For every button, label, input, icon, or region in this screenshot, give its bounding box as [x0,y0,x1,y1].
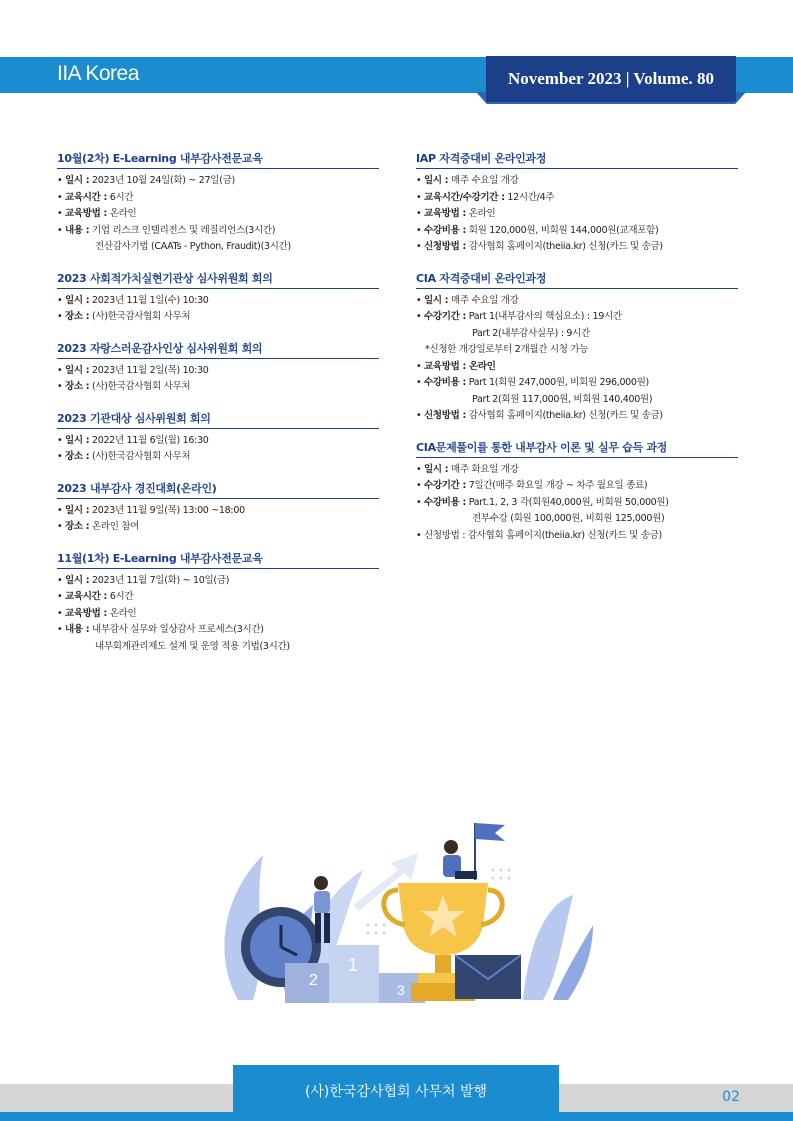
section-title: 2023 내부감사 경진대회(온라인) [57,480,379,499]
section-cia-practice [416,439,738,545]
list-item: • 일시 : 2023년 11월 7일(화) ~ 10일(금) [57,574,230,586]
podium-3-label: 3 [397,982,405,998]
list-item: • 장소 : 온라인 참여 [57,521,140,532]
podium-1-label: 1 [348,955,359,975]
section-iap [416,150,738,256]
list-item: • 수강기간 : Part 1(내부감사의 핵심요소) : 19시간 [416,311,622,322]
list-item: • 장소 : (사)한국감사협회 사무처 [57,381,191,392]
section-title: 2023 사회적가치실현기관상 심사위원회 회의 [57,270,379,289]
list-item: • 내용 : 기업 리스크 인텔리전스 및 레질리언스(3시간) [57,224,276,236]
section-title: 10월(2차) E-Learning 내부감사전문교육 [57,150,379,169]
section-elearning-nov [57,550,379,656]
list-item-continuation: Part 2(내부감사실무) : 9시간 [472,327,590,339]
list-item: • 일시 : 2022년 11월 6일(월) 16:30 [57,434,209,446]
list-item: • 일시 : 매주 화요일 개강 [416,463,519,475]
list-item-continuation: 전부수강 (회원 100,000원, 비회원 125,000원) [472,513,665,524]
right-column [416,150,738,558]
person-walking-head [314,876,328,890]
list-item: • 신청방법 : 감사협회 홈페이지(theiia.kr) 신청(카드 및 송금) [416,241,663,252]
podium-2-label: 2 [309,972,318,989]
section-title: CIA 자격증대비 온라인과정 [416,270,738,289]
section-cia [416,270,738,425]
list-item: • 교육방법 : 온라인 [416,360,496,372]
list-item: • 교육시간/수강기간 : 12시간/4주 [416,191,555,203]
publisher-label: (사)한국감사협회 사무처 발행 [304,1084,488,1100]
org-title: IIA Korea [57,62,139,85]
section-contest [57,480,379,536]
list-item: • 내용 : 내부감사 실무와 일상감사 프로세스(3시간) [57,624,264,635]
list-item-continuation: 전산감사기법 (CAATs - Python, Fraudit)(3시간) [95,241,291,252]
section-title: 11월(1차) E-Learning 내부감사전문교육 [57,550,379,569]
list-item: • 일시 : 2023년 10월 24일(화) ~ 27일(금) [57,175,235,186]
list-item: • 수강비용 : 회원 120,000원, 비회원 144,000원(교재포함) [416,224,659,236]
list-item: • 일시 : 2023년 11월 1일(수) 10:30 [57,294,209,306]
section-title: 2023 기관대상 심사위원회 회의 [57,410,379,429]
issue-label: November 2023 | Volume. 80 [507,69,714,88]
list-item: • 교육시간 : 6시간 [57,191,134,203]
list-item: • 교육시간 : 6시간 [57,591,134,602]
section-social-value [57,270,379,326]
achievement-illustration [193,775,599,1025]
section-title: CIA문제풀이를 통한 내부감사 이론 및 실무 습득 과정 [416,439,738,458]
list-item: • 교육방법 : 온라인 [416,208,496,219]
list-item: • 일시 : 2023년 11월 9일(목) 13:00 ~18:00 [57,504,245,516]
list-item: • 일시 : 매주 수요일 개강 [416,294,519,306]
section-proud-auditor [57,340,379,396]
list-item: • 일시 : 2023년 11월 2일(목) 10:30 [57,364,209,376]
note-text: *신청한 개강일로부터 2개월간 시청 가능 [425,344,589,355]
list-item: • 일시 : 매주 수요일 개강 [416,175,519,186]
left-column [57,150,379,669]
list-item: • 장소 : (사)한국감사협회 사무처 [57,311,191,322]
list-item: • 신청방법 : 감사협회 홈페이지(theiia.kr) 신청(카드 및 송금) [416,529,662,541]
section-institution-award [57,410,379,466]
person-walking [314,891,330,913]
page-number: 02 [722,1089,740,1105]
list-item: • 수강기간 : 7일간(매주 화요일 개강 ~ 차주 월요일 종료) [416,480,648,491]
person-head [444,840,458,854]
list-item: • 수강비용 : Part.1, 2, 3 각(회원40,000원, 비회원 50,000원) [416,496,669,508]
section-title: IAP 자격증대비 온라인과정 [416,150,738,169]
section-title: 2023 자랑스러운감사인상 심사위원회 회의 [57,340,379,359]
list-item: • 수강비용 : Part 1(회원 247,000원, 비회원 296,000원) [416,377,649,388]
list-item-continuation: 내부회계관리제도 설계 및 운영 적용 기법(3시간) [95,640,290,652]
list-item-continuation: Part 2(회원 117,000원, 비회원 140,400원) [472,393,653,405]
section-elearning-oct [57,150,379,256]
list-item: • 장소 : (사)한국감사협회 사무처 [57,451,191,462]
list-item: • 교육방법 : 온라인 [57,607,137,619]
list-item: • 교육방법 : 온라인 [57,208,137,219]
list-item: • 신청방법 : 감사협회 홈페이지(theiia.kr) 신청(카드 및 송금) [416,410,663,421]
